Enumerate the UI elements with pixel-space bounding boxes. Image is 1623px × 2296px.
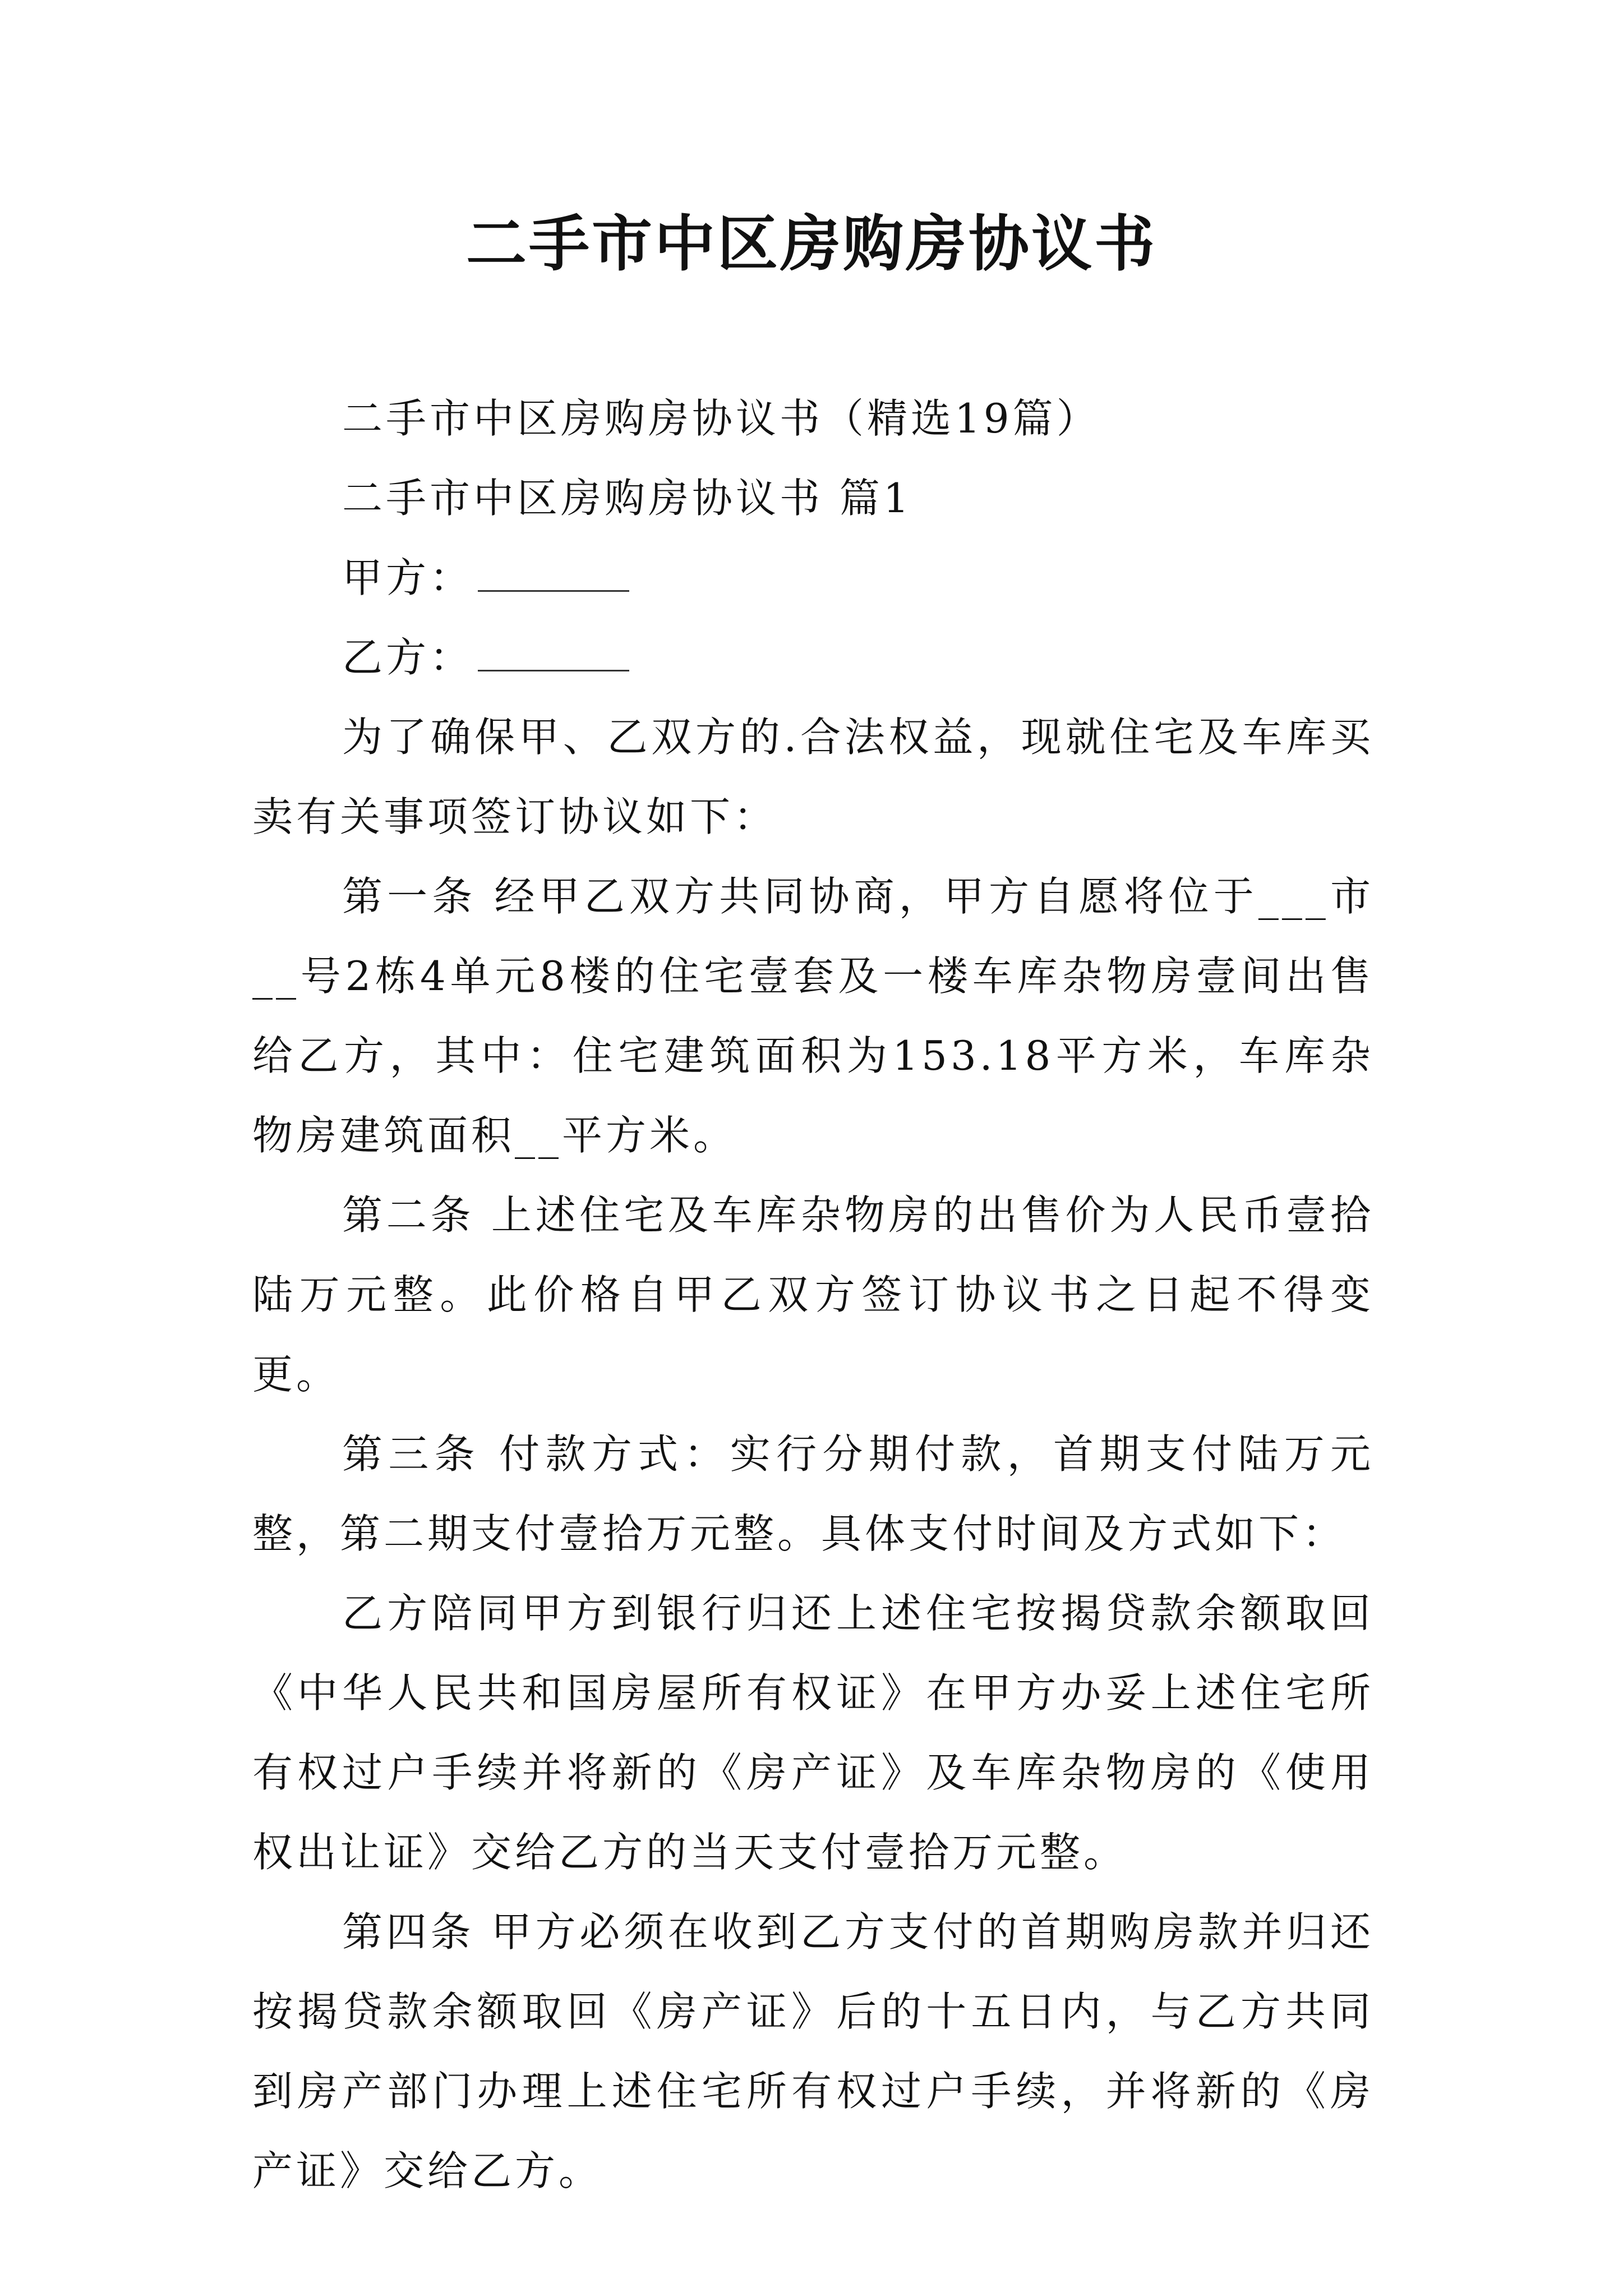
document-title: 二手市中区房购房协议书 [465,209,1157,279]
paragraph-article-4: 第四条 甲方必须在收到乙方支付的首期购房款并归还按揭贷款余额取回《房产证》后的十五日内，与乙方共同到房产部门办理上述住宅所有权过户手续，并将新的《房产证》交给乙方。 [252,1908,1374,2194]
party-a-line [252,538,1374,618]
paragraph-article-3: 第三条 付款方式：实行分期付款，首期支付陆万元整，第二期支付壹拾万元整。具体支付时间及方式如下： [252,1430,1374,1557]
party-a-blank [478,547,629,592]
paragraph-article-2: 第二条 上述住宅及车库杂物房的出售价为人民币壹拾陆万元整。此价格自甲乙双方签订协议书之日起不得变更。 [252,1191,1374,1398]
party-b-line [252,618,1374,697]
paragraph-section-heading: 二手市中区房购房协议书 篇1 [342,475,912,522]
paragraph-intro: 为了确保甲、乙双方的.合法权益，现就住宅及车库买卖有关事项签订协议如下： [252,714,1374,840]
document-body [252,379,1374,2211]
party-a-label: 甲方： [342,554,474,601]
paragraph-article-1: 第一条 经甲乙双方共同协商，甲方自愿将位于___市__号2栋4单元8楼的住宅壹套及一楼车库杂物房壹间出售给乙方，其中：住宅建筑面积为153.18平方米，车库杂物房建筑面积__平方米。 [252,873,1374,1159]
party-b-blank [478,627,629,671]
paragraph-payment-detail: 乙方陪同甲方到银行归还上述住宅按揭贷款余额取回《中华人民共和国房屋所有权证》在甲方办妥上述住宅所有权过户手续并将新的《房产证》及车库杂物房的《使用权出让证》交给乙方的当天支付壹拾万元整。 [252,1590,1374,1876]
party-b-label: 乙方： [342,634,474,681]
paragraph-subtitle: 二手市中区房购房协议书（精选19篇） [342,395,1100,442]
